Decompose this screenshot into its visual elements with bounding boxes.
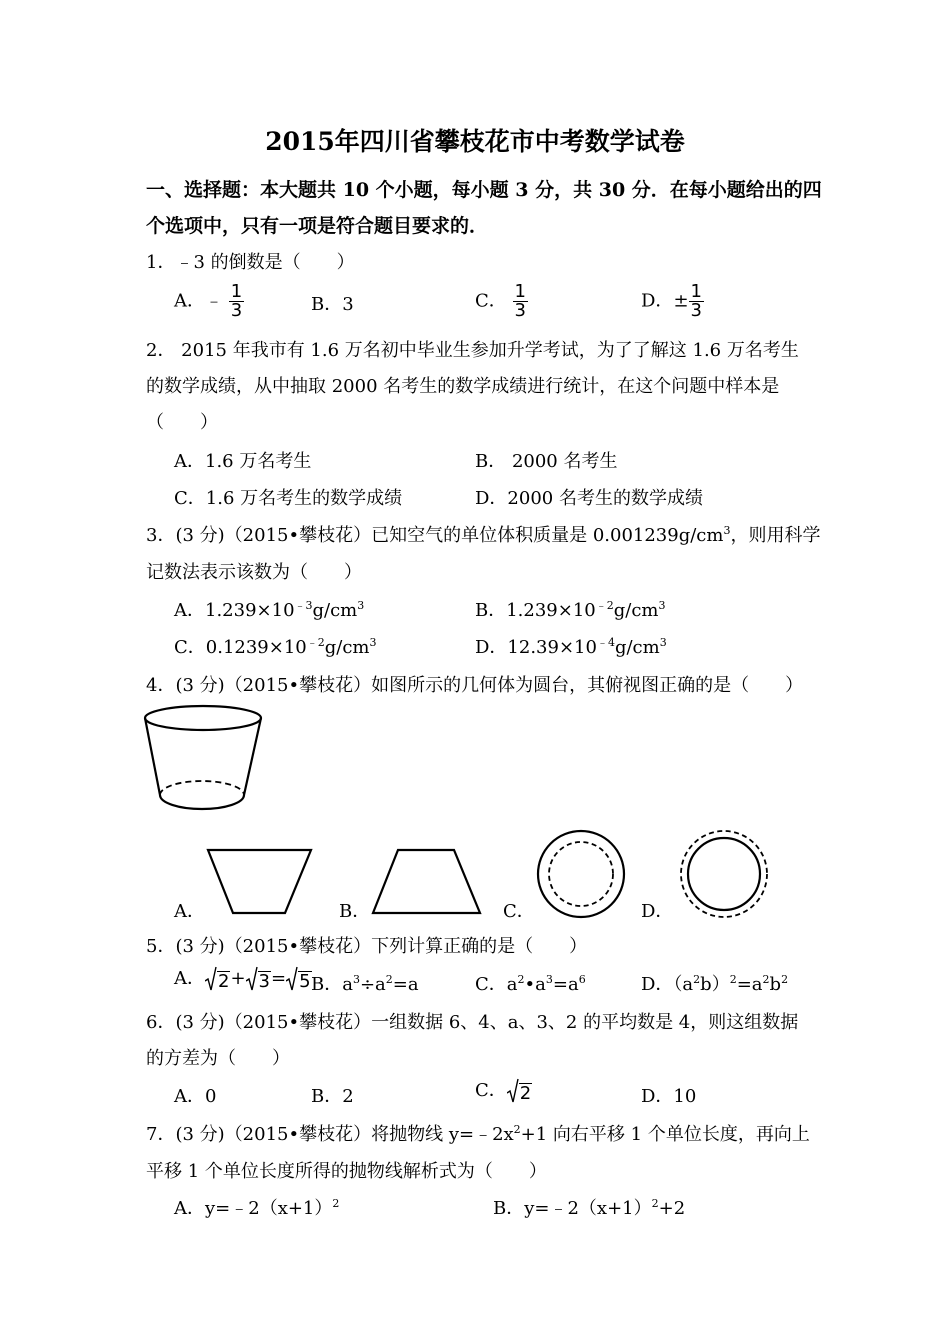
page-title: 2015年四川省攀枝花市中考数学试卷 [265,127,685,156]
q4-stem: 4．(3 分)（2015•攀枝花）如图所示的几何体为圆台，其俯视图正确的是（ ） [146,675,804,696]
q4-option-c-circles [535,828,627,920]
q3-a-text: A．1.239×10 [174,600,295,621]
q7-b-sup: 2 [651,1197,659,1210]
q3-option-b [475,596,666,622]
q3-a-unit: g/cm [312,600,358,621]
q5-c-sup2: 3 [545,973,553,986]
q3-line1-text: 3．(3 分)（2015•攀枝花）已知空气的单位体积质量是 0.001239g/cm [146,525,724,546]
q4-option-d-label: D． [641,901,674,922]
q1-a-sign: ﹣ [205,290,223,312]
q6-option-b: B．2 [311,1086,354,1107]
q5-d-text: D．（a [641,974,694,995]
q5-a-plus: + [230,968,246,989]
q3-b-unit-sup: 3 [658,599,666,612]
q3-d-text: D．12.39×10 [475,637,597,658]
q3-option-a [174,596,364,622]
q3-stem-line2: 记数法表示该数为（ ） [146,562,362,583]
q1-stem: 1．﹣3 的倒数是（ ） [146,252,355,273]
q3-a-unit-sup: 3 [357,599,365,612]
frustum-bottom-hidden [160,781,244,795]
q7-option-a [174,1194,339,1220]
q1-d-fraction [689,283,704,320]
q5-c-sup1: 2 [517,973,525,986]
q4-option-b-trapezoid [370,848,484,916]
q6-c-label: C． [475,1080,507,1101]
q7-stem-line2: 平移 1 个单位长度所得的抛物线解析式为（ ） [146,1161,547,1182]
q1-c-fraction [513,283,528,320]
q7-b-text: B．y=﹣2（x+1） [493,1198,652,1219]
q5-a-sqrt-3 [286,966,311,992]
q1-c-label: C． [475,290,507,312]
q1-a-fraction [229,283,244,320]
q1-d-numerator: 1 [690,281,702,302]
q2-option-a: A．1.6 万名考生 [174,451,312,472]
q4-option-c-label: C． [503,901,535,922]
section-heading-line1: 一、选择题：本大题共 10 个小题，每小题 3 分，共 30 分．在每小题给出的四 [146,179,822,201]
q5-a-label: A． [174,968,205,989]
q3-d-exp: ﹣4 [596,636,615,649]
q1-option-c [475,283,528,320]
q5-a-sqrt-2 [246,966,271,992]
q2-stem-line3: （ ） [146,412,218,433]
q5-b-mid: ÷a [359,974,386,995]
q2-option-d: D．2000 名考生的数学成绩 [475,488,703,509]
q2-option-b: B． 2000 名考生 [475,451,618,472]
q3-option-d [475,633,667,659]
q1-option-a [174,283,244,320]
q3-c-unit-sup: 3 [369,636,377,649]
q7-option-b [493,1194,685,1220]
q3-b-unit: g/cm [613,600,659,621]
q1-option-b: B．3 [311,294,354,315]
frustum-bottom-front [160,795,244,809]
q2-stem-line2: 的数学成绩，从中抽取 2000 名考生的数学成绩进行统计，在这个问题中样本是 [146,376,780,397]
q4-option-d-circles [678,828,770,920]
q1-a-denominator: 3 [230,300,243,321]
q6-option-d: D．10 [641,1086,697,1107]
q5-a-equals: = [271,968,287,989]
frustum-top-rim [145,706,261,730]
q1-a-label: A． [174,290,205,312]
q5-b-sup2: 2 [385,973,393,986]
q5-d-sup1: 2 [693,973,701,986]
q7-line1-sup: 2 [513,1123,521,1136]
q7-a-text: A．y=﹣2（x+1） [174,1198,333,1219]
q7-line1-text: 7．(3 分)（2015•攀枝花）将抛物线 y=﹣2x [146,1124,514,1145]
q3-d-unit: g/cm [614,637,660,658]
q5-c-sup3: 6 [578,973,586,986]
q1-d-label: D． [641,290,674,312]
q6-c-sqrt [507,1078,532,1104]
q3-d-unit-sup: 3 [659,636,667,649]
q6-stem-line1: 6．(3 分)（2015•攀枝花）一组数据 6、4、a、3、2 的平均数是 4，则这组数据 [146,1012,799,1033]
q1-d-sign: ± [673,290,689,312]
q1-option-d [641,283,704,320]
q5-c-text: C．a [475,974,518,995]
section-heading-line2: 个选项中，只有一项是符合题目要求的． [146,215,489,237]
q1-c-numerator: 1 [514,281,526,302]
q6-c-radicand: 2 [519,1083,532,1104]
q3-line1-sup: 3 [723,524,731,537]
q5-stem: 5．(3 分)（2015•攀枝花）下列计算正确的是（ ） [146,936,588,957]
q3-b-exp: ﹣2 [595,599,614,612]
q5-option-b [311,970,419,996]
q3-c-exp: ﹣2 [306,636,325,649]
q7-line1-post: +1 向右平移 1 个单位长度，再向上 [520,1124,810,1145]
q5-option-d [641,970,788,996]
q5-d-mid2: =a [736,974,763,995]
q6-stem-line2: 的方差为（ ） [146,1048,290,1069]
q5-b-post: =a [392,974,419,995]
q4-option-a-label: A． [174,901,205,922]
frustum-left-side [145,718,160,795]
q3-c-unit: g/cm [324,637,370,658]
q7-a-sup: 2 [332,1197,340,1210]
q5-a-radicand-1: 2 [218,971,230,992]
frustum-figure [140,700,265,822]
q5-d-post: b [769,974,782,995]
q3-a-exp: ﹣3 [294,599,313,612]
q5-c-post: =a [552,974,579,995]
q7-stem-line1 [146,1120,810,1146]
q4-option-b-label: B． [339,901,371,922]
q2-stem-line1: 2． 2015 年我市有 1.6 万名初中毕业生参加升学考试，为了了解这 1.6 万名考生 [146,340,799,361]
q5-b-text: B．a [311,974,353,995]
q2-option-c: C．1.6 万名考生的数学成绩 [174,488,403,509]
q5-d-mid: b） [700,974,730,995]
q5-d-sup3: 2 [762,973,770,986]
q5-a-radicand-3: 5 [299,971,311,992]
q5-option-a [174,964,312,992]
q5-option-c [475,970,586,996]
q7-b-post: +2 [658,1198,686,1219]
q1-a-numerator: 1 [230,281,243,302]
q5-b-sup1: 3 [352,973,360,986]
q5-a-sqrt-1 [205,966,230,992]
frustum-right-side [244,718,261,795]
q5-d-sup2: 2 [729,973,737,986]
q3-b-text: B．1.239×10 [475,600,596,621]
q5-d-sup4: 2 [781,973,789,986]
q1-d-denominator: 3 [690,300,702,321]
q4-option-a-trapezoid [205,848,315,916]
q5-a-radicand-2: 3 [258,971,270,992]
q1-c-denominator: 3 [514,300,526,321]
q6-option-c [475,1076,532,1104]
q6-option-a: A．0 [174,1086,217,1107]
q5-c-mid: •a [524,974,546,995]
q3-stem-line1 [146,521,820,547]
q3-option-c [174,633,377,659]
q3-c-text: C．0.1239×10 [174,637,307,658]
q3-line1-post: ，则用科学 [730,525,821,546]
